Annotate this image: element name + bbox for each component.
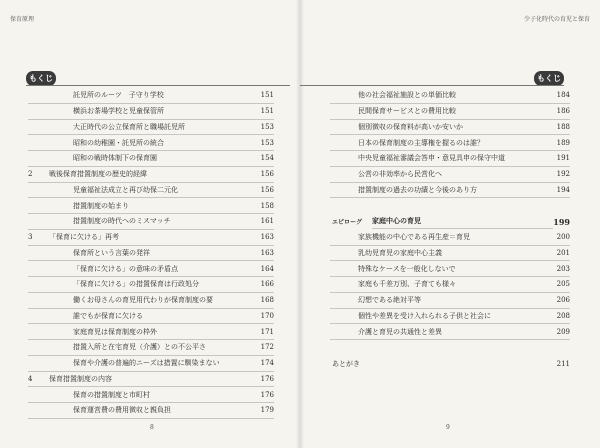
entry-title: 昭和の戦時体制下の保育園	[73, 154, 157, 163]
toc-entry[interactable]	[28, 261, 274, 277]
entry-title: 保育の措置制度と市町村	[73, 390, 150, 399]
entry-page: 156	[260, 170, 274, 179]
entry-title: 保育所という言葉の発祥	[73, 248, 150, 257]
epilogue-title: 家庭中心の育児	[372, 214, 553, 229]
entry-page: 174	[260, 359, 274, 368]
toc-entry[interactable]	[28, 88, 274, 104]
entry-title: 介護と育児の共通性と差異	[358, 327, 442, 336]
entry-page: 176	[260, 390, 274, 399]
entry-page: 203	[556, 264, 570, 273]
entry-page: 200	[556, 233, 570, 242]
toc-entry[interactable]	[28, 230, 274, 246]
toc-entry[interactable]	[28, 246, 274, 262]
contents-tab: もくじ	[26, 71, 56, 86]
entry-page: 201	[556, 248, 570, 257]
entry-title: 措置制度の始まり	[73, 201, 129, 210]
entry-title: 「保育に欠ける」再考	[49, 233, 119, 242]
toc-entry[interactable]	[28, 214, 274, 230]
toc-entry[interactable]	[330, 324, 570, 340]
entry-title: 「保育に欠ける」の措置保育は行政処分	[73, 280, 199, 289]
entry-page: 158	[260, 201, 274, 210]
entry-page: 184	[556, 91, 570, 100]
toc-entry[interactable]	[28, 356, 274, 372]
afterword-page: 211	[556, 359, 570, 368]
section-number: 4	[28, 374, 33, 383]
entry-title: 家庭も千差万別、子育ても様々	[358, 280, 456, 289]
entry-page: 153	[260, 138, 274, 147]
entry-page: 164	[260, 264, 274, 273]
page-number: 9	[446, 424, 450, 431]
toc-entry[interactable]	[28, 104, 274, 120]
header-rule	[26, 85, 290, 86]
entry-title: 家族機能の中心である再生産＝育児	[358, 233, 470, 242]
afterword-title: あとがき	[332, 359, 360, 368]
right-page	[300, 0, 600, 448]
entry-page: 206	[556, 296, 570, 305]
toc-entry[interactable]	[330, 151, 570, 167]
toc-entry[interactable]	[330, 104, 570, 120]
entry-title: 公営の非効率から民営化へ	[358, 170, 442, 179]
section-number: 3	[28, 233, 33, 242]
entry-page: 188	[556, 122, 570, 131]
toc-entry[interactable]	[28, 135, 274, 151]
entry-page: 170	[260, 311, 274, 320]
toc-entry[interactable]	[28, 387, 274, 403]
entry-page: 151	[260, 91, 274, 100]
entry-page: 156	[260, 185, 274, 194]
entry-title: 「保育に欠ける」の意味の矛盾点	[73, 264, 178, 273]
toc-entry[interactable]	[28, 403, 274, 419]
toc-entry[interactable]	[28, 198, 274, 214]
toc-entry[interactable]	[28, 372, 274, 388]
section-number: 2	[28, 170, 33, 179]
entry-page: 186	[556, 107, 570, 116]
entry-page: 179	[260, 406, 274, 415]
entry-title: 措置制度の過去の功績と今後のあり方	[358, 185, 477, 194]
epilogue-page: 199	[553, 216, 570, 227]
entry-title: 特殊なケースを一般化しないで	[358, 264, 456, 273]
toc-entry[interactable]	[330, 167, 570, 183]
toc-group	[330, 88, 570, 198]
entry-title: 個性や差異を受け入れられる子供と社会に	[358, 311, 491, 320]
entry-page: 191	[556, 154, 570, 163]
toc-entry[interactable]	[330, 88, 570, 104]
page-number: 8	[150, 424, 154, 431]
toc-entry[interactable]	[28, 340, 274, 356]
entry-title: 昭和の幼稚園・託児所の統合	[73, 138, 164, 147]
toc-entry[interactable]	[330, 309, 570, 325]
entry-title: 民間保育サービスとの費用比較	[358, 107, 456, 116]
entry-title: 個別徴収の保育料が高いか安いか	[358, 122, 463, 131]
toc-entry[interactable]	[330, 293, 570, 309]
epilogue-label: エピローグ	[332, 219, 363, 227]
header-rule	[300, 85, 564, 86]
entry-page: 151	[260, 107, 274, 116]
toc-entry[interactable]	[28, 183, 274, 199]
running-head: 保育原理	[10, 16, 35, 23]
toc-entry[interactable]	[28, 120, 274, 136]
toc-entry[interactable]	[28, 309, 274, 325]
entry-page: 166	[260, 280, 274, 289]
entry-title: 他の社会福祉施設との単価比較	[358, 91, 456, 100]
toc-entry[interactable]	[330, 183, 570, 199]
entry-title: 託児所のルーツ 子守り学校	[73, 91, 164, 100]
entry-title: 措置入所と在宅育児（介護）との不公平さ	[73, 343, 206, 352]
entry-page: 172	[260, 343, 274, 352]
entry-page: 208	[556, 311, 570, 320]
entry-page: 153	[260, 122, 274, 131]
entry-title: 働くお母さんの育児用代わりが保育制度の要	[73, 296, 213, 305]
entry-title: 戦後保育措置制度の歴史的経緯	[49, 170, 147, 179]
entry-title: 措置制度の時代へのミスマッチ	[73, 217, 171, 226]
entry-page: 163	[260, 233, 274, 242]
toc-entry[interactable]	[330, 277, 570, 293]
entry-title: 誰でもが保育に欠ける	[73, 311, 143, 320]
entry-title: 児童福祉法成立と再び幼保二元化	[73, 185, 178, 194]
toc-entry[interactable]	[330, 120, 570, 136]
toc-entry[interactable]	[28, 167, 274, 183]
entry-page: 176	[260, 374, 274, 383]
toc-entry[interactable]	[28, 151, 274, 167]
entry-page: 163	[260, 248, 274, 257]
toc-entry[interactable]	[330, 135, 570, 151]
toc-entry[interactable]	[330, 261, 570, 277]
entry-page: 171	[260, 327, 274, 336]
toc-entry[interactable]	[330, 246, 570, 262]
entry-title: 乳幼児育児の家庭中心主義	[358, 248, 442, 257]
entry-title: 日本の保育制度の主導権を握るのは誰？	[358, 138, 484, 147]
spacer	[330, 198, 570, 214]
entry-page: 168	[260, 296, 274, 305]
toc-entry[interactable]	[28, 277, 274, 293]
entry-title: 大正時代の公立保育所と職場託児所	[73, 122, 185, 131]
epilogue-heading[interactable]	[330, 214, 570, 230]
entry-title: 横浜お茶場学校と児童保管所	[73, 107, 164, 116]
toc-list	[330, 88, 570, 372]
toc-entry[interactable]	[28, 324, 274, 340]
entry-page: 205	[556, 280, 570, 289]
contents-tab: もくじ	[534, 71, 564, 86]
entry-title: 中央児童福祉審議会答申・意見具申の保守中道	[358, 154, 505, 163]
running-head: 少子化時代の育児と保育	[523, 16, 590, 23]
entry-title: 保育や介護の普遍的ニーズは措置に馴染まない	[73, 359, 220, 368]
entry-page: 209	[556, 327, 570, 336]
toc-entry[interactable]	[330, 230, 570, 246]
entry-page: 154	[260, 154, 274, 163]
toc-group	[330, 230, 570, 340]
entry-page: 194	[556, 185, 570, 194]
toc-list	[28, 88, 274, 419]
toc-entry[interactable]	[28, 293, 274, 309]
entry-page: 161	[260, 217, 274, 226]
spacer	[330, 340, 570, 356]
entry-title: 保育運営費の費用徴収と親負担	[73, 406, 171, 415]
afterword-entry[interactable]	[330, 356, 570, 372]
entry-title: 幻想である絶対平等	[358, 296, 421, 305]
entry-page: 192	[556, 170, 570, 179]
entry-title: 家庭育児は保育制度の枠外	[73, 327, 157, 336]
entry-page: 189	[556, 138, 570, 147]
entry-title: 保育措置制度の内容	[49, 374, 112, 383]
